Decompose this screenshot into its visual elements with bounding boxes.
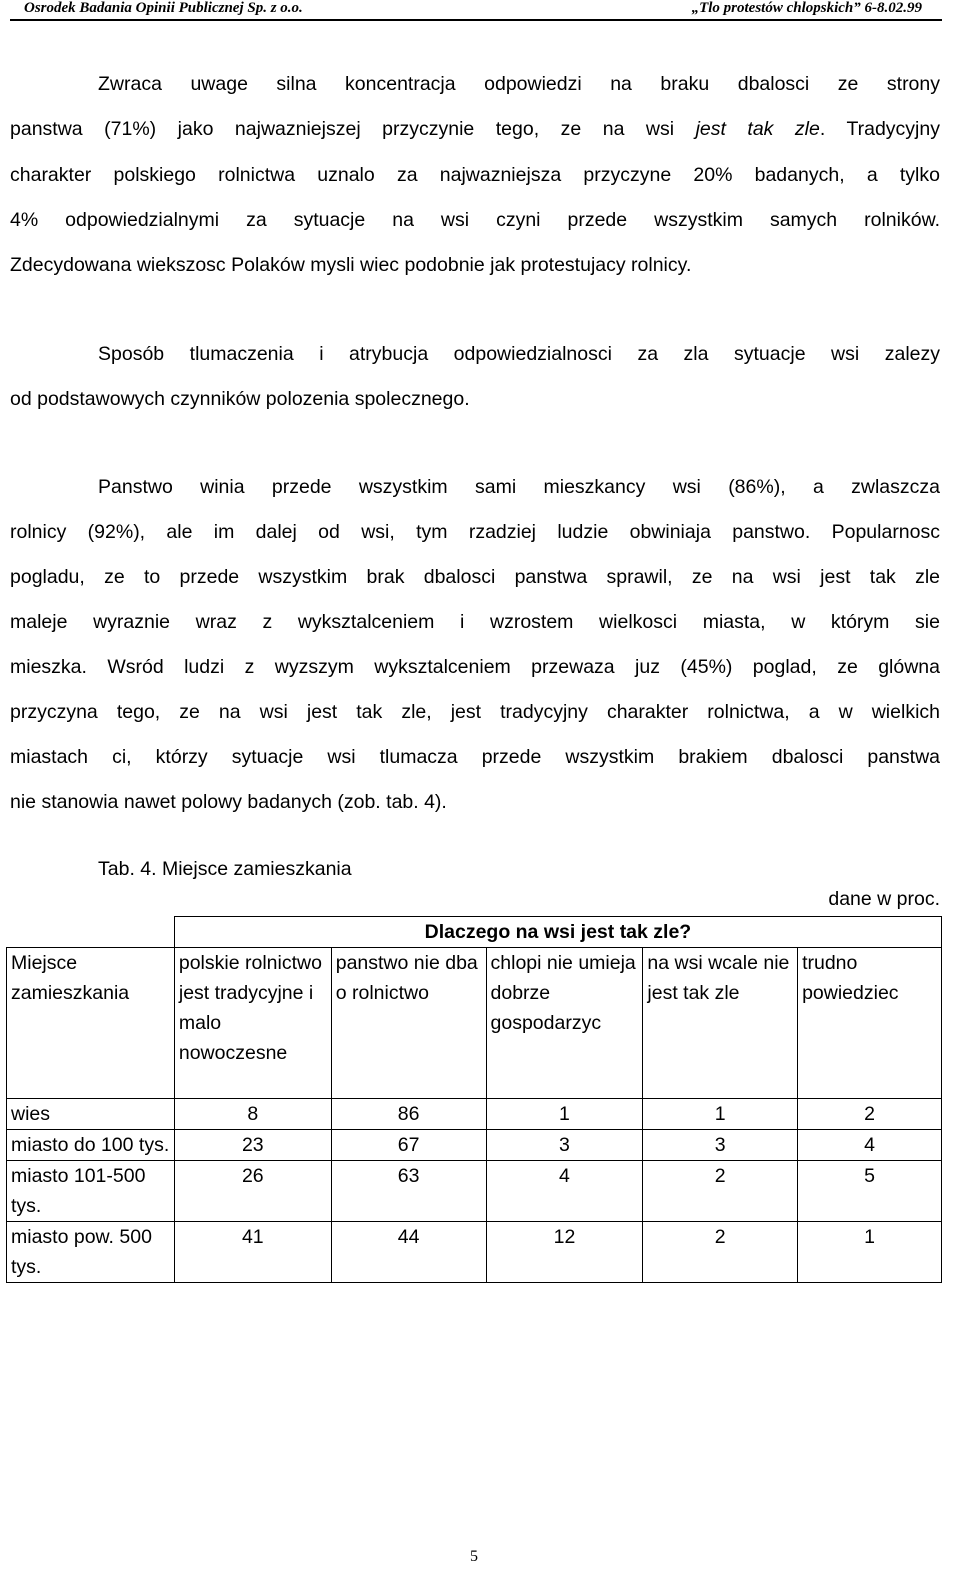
column-header: polskie rolnictwo jest tradycyjne i malo nowoczesne [174,948,331,1099]
table-corner-cell [7,917,175,948]
table-cell: 12 [486,1222,643,1283]
paragraph-line: przyczyna tego, ze na wsi jest tak zle, jest tradycyjny charakter rolnictwa, a w wielkich [10,701,940,723]
header-institution: Osrodek Badania Opinii Publicznej Sp. z o.o. [24,0,303,16]
paragraph-line: Panstwo winia przede wszystkim sami mieszkancy wsi (86%), a zwlaszcza [98,476,940,498]
table-cell: 41 [174,1222,331,1283]
paragraph-line: pogladu, ze to przede wszystkim brak dbalosci panstwa sprawil, ze na wsi jest tak zle [10,566,940,588]
table-cell: 3 [643,1130,798,1161]
table-cell: 2 [798,1099,942,1130]
table-cell: 63 [331,1161,486,1222]
paragraph-line: nie stanowia nawet polowy badanych (zob. tab. 4). [10,791,447,813]
paragraph-line: miastach ci, którzy sytuacje wsi tlumacza przede wszystkim brakiem dbalosci panstwa [10,746,940,768]
table-cell: 8 [174,1099,331,1130]
page-header [10,0,940,19]
table-cell: 4 [798,1130,942,1161]
header-report-title: „Tlo protestów chlopskich” 6-8.02.99 [691,0,922,16]
row-label: miasto pow. 500 tys. [7,1222,175,1283]
table-question: Dlaczego na wsi jest tak zle? [174,917,941,948]
table-cell: 1 [798,1222,942,1283]
table-row [7,1099,942,1130]
paragraph-line: od podstawowych czynników polozenia spolecznego. [10,388,470,410]
table-row [7,1222,942,1283]
table-unit-note: dane w proc. [828,888,940,910]
table-cell: 67 [331,1130,486,1161]
table-title: Tab. 4. Miejsce zamieszkania [98,858,352,880]
page-number: 5 [470,1548,478,1565]
row-label: miasto do 100 tys. [7,1130,175,1161]
table-cell: 26 [174,1161,331,1222]
paragraph-line: Zdecydowana wiekszosc Polaków mysli wiec podobnie jak protestujacy rolnicy. [10,254,692,276]
paragraph-line: Zwraca uwage silna koncentracja odpowiedzi na braku dbalosci ze strony [98,73,940,95]
table-cell: 1 [486,1099,643,1130]
header-rule [10,19,942,21]
table-cell: 86 [331,1099,486,1130]
paragraph-line: Sposób tlumaczenia i atrybucja odpowiedzialnosci za zla sytuacje wsi zalezy [98,343,940,365]
paragraph-line: mieszka. Wsród ludzi z wyzszym wyksztalceniem przewaza juz (45%) poglad, ze glówna [10,656,940,678]
table-cell: 2 [643,1161,798,1222]
row-label: miasto 101-500 tys. [7,1161,175,1222]
table-cell: 23 [174,1130,331,1161]
column-header: chlopi nie umieja dobrze gospodarzyc [486,948,643,1099]
row-header-label: Miejsce zamieszkania [7,948,175,1099]
paragraph-line: 4% odpowiedzialnymi za sytuacje na wsi czyni przede wszystkim samych rolników. [10,209,940,231]
table-cell: 1 [643,1099,798,1130]
table-row [7,1161,942,1222]
paragraph-line: charakter polskiego rolnictwa uznalo za najwazniejsza przyczyne 20% badanych, a tylko [10,164,940,186]
table-cell: 44 [331,1222,486,1283]
results-table [6,916,942,1283]
row-label: wies [7,1099,175,1130]
table-cell: 2 [643,1222,798,1283]
table-cell: 3 [486,1130,643,1161]
table-row [7,1130,942,1161]
column-header: panstwo nie dba o rolnictwo [331,948,486,1099]
table-cell: 4 [486,1161,643,1222]
italic-phrase: jest tak zle [695,118,820,140]
column-header: na wsi wcale nie jest tak zle [643,948,798,1099]
column-header: trudno powiedziec [798,948,942,1099]
paragraph-line: panstwa (71%) jako najwazniejszej przyczynie tego, ze na wsi jest tak zle. Tradycyjny [10,118,940,140]
paragraph-line: rolnicy (92%), ale im dalej od wsi, tym rzadziej ludzie obwiniaja panstwo. Popularnosc [10,521,940,543]
table-cell: 5 [798,1161,942,1222]
paragraph-line: maleje wyraznie wraz z wyksztalceniem i wzrostem wielkosci miasta, w którym sie [10,611,940,633]
